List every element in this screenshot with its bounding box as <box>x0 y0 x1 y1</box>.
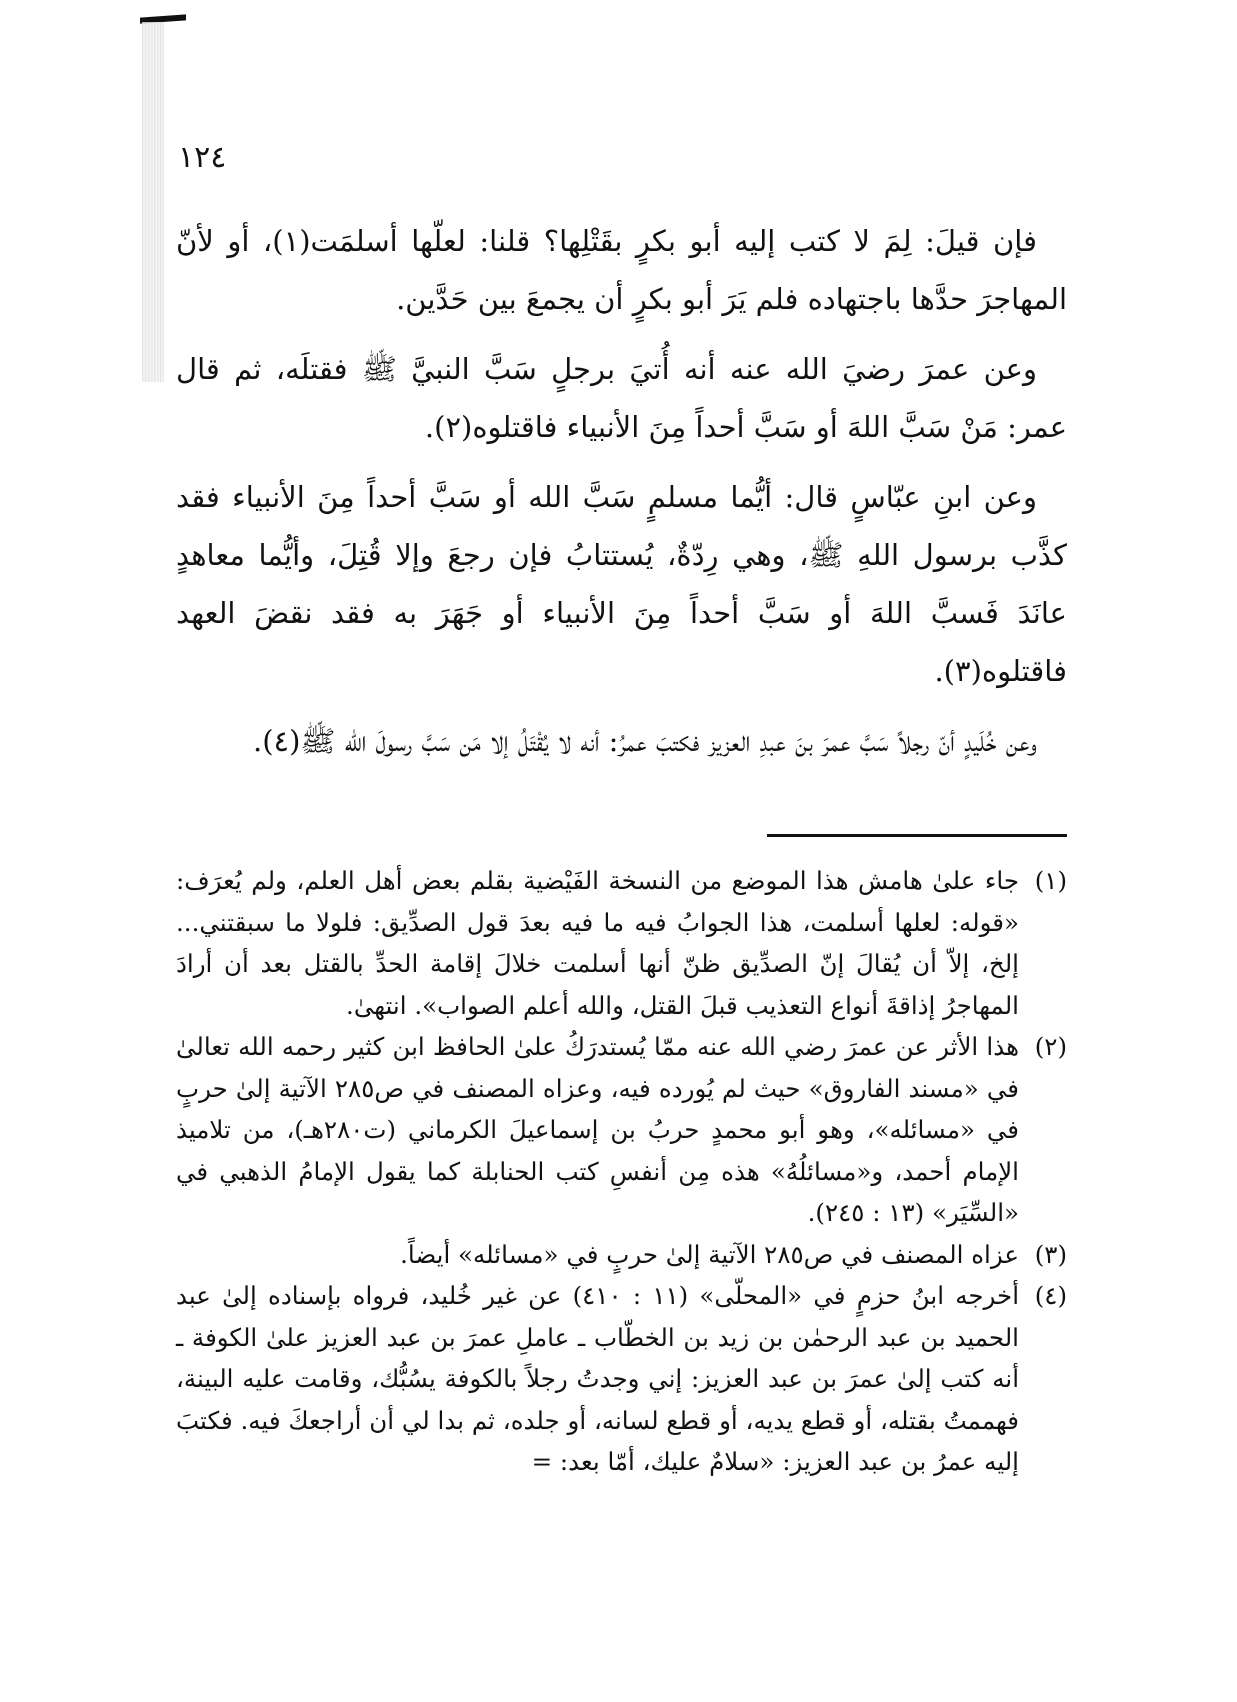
paragraph: وعن ابنِ عبّاسٍ قال: أيُّما مسلمٍ سَبَّ الله أو سَبَّ أحداً مِنَ الأنبياء فقد كذَّب برسول اللهِ ﷺ، وهي رِدّةٌ، يُستتابُ فإن رجعَ وإلا قُتِلَ، وأيُّما معاهدٍ عانَدَ فَسبَّ اللهَ أو سَبَّ أحداً مِنَ الأنبياء أو جَهَرَ به فقد نقضَ العهد فاقتلوه(٣). <box>176 480 1067 688</box>
footnote-text: أخرجه ابنُ حزمٍ في «المحلّى» (١١ : ٤١٠) عن غير خُليد، فرواه بإسناده إلىٰ عبد الحميد بن عبد الرحمٰن بن زيد بن الخطّاب ـ عاملِ عمرَ بن عبد العزيز علىٰ الكوفة ـ أنه كتب إلىٰ عمرَ بن عبد العزيز: إني وجدتُ رجلاً بالكوفة يسُبُّك، وقامت عليه البينة، فهممتُ بقتله، أو قطع يديه، أو قطع لسانه، أو جلده، ثم بدا لي أن أراجعكَ فيه. فكتبَ إليه عمرُ بن عبد العزيز: «سلامٌ عليك، أمّا بعد: = <box>176 1281 1020 1476</box>
footnote-number: (٢) <box>1034 1032 1067 1061</box>
footnote <box>176 860 1067 1026</box>
page-number: ١٢٤ <box>178 140 227 175</box>
footnote-text: عزاه المصنف في ص٢٨٥ الآتية إلىٰ حربٍ في «مسائله» أيضاً. <box>400 1239 1019 1269</box>
footnote-number: (٤) <box>1034 1281 1067 1310</box>
footnote-separator <box>767 834 1067 837</box>
footnote-number: (١) <box>1034 866 1067 895</box>
footnotes <box>176 860 1067 1483</box>
footnote-text: جاء علىٰ هامش هذا الموضع من النسخة الفَيْضية بقلم بعض أهل العلم، ولم يُعرَف: «قوله: لعلها أسلمت، هذا الجوابُ فيه ما فيه بعدَ قول الصدِّيق: فلولا ما سبقتني... إلخ، إلاّ أن يُقالَ إنّ الصدِّيق ظنّ أنها أسلمت خلالَ إقامة الحدِّ بالقتل بعد أن أرادَ المهاجرُ إذاقةَ أنواع التعذيب قبلَ القتل، والله أعلم الصواب». انتهىٰ. <box>176 866 1019 1020</box>
footnote <box>176 1026 1067 1234</box>
footnote <box>176 1275 1067 1483</box>
footnote-number: (٣) <box>1034 1239 1067 1269</box>
paragraph: وعن عمرَ رضيَ الله عنه أنه أُتيَ برجلٍ سَبَّ النبيَّ ﷺ فقتلَه، ثم قال عمر: مَنْ سَبَّ اللهَ أو سَبَّ أحداً مِنَ الأنبياء فاقتلوه(٢). <box>176 352 1067 444</box>
footnote-text: هذا الأثر عن عمرَ رضي الله عنه ممّا يُستدرَكُ علىٰ الحافظ ابن كثير رحمه الله تعالىٰ في «مسند الفاروق» حيث لم يُورده فيه، وعزاه المصنف في ص٢٨٥ الآتية إلىٰ حربٍ في «مسائله»، وهو أبو محمدٍ حربُ بن إسماعيلَ الكرماني (ت٢٨٠هـ)، من تلاميذ الإمام أحمد، و«مسائلُهُ» هذه مِن أنفسِ كتب الحنابلة كما يقول الإمامُ الذهبي في «السِّيَر» (١٣ : ٢٤٥). <box>176 1032 1019 1227</box>
main-text <box>176 212 1067 782</box>
paragraph: فإن قيلَ: لِمَ لا كتب إليه أبو بكرٍ بقَتْلِها؟ قلنا: لعلّها أسلمَت(١)، أو لأنّ المهاجرَ حدَّها باجتهاده فلم يَرَ أبو بكرٍ أن يجمعَ بين حَدَّين. <box>176 224 1067 316</box>
paragraph: وعن خُلَيدٍ أنّ رجلاً سَبَّ عمرَ بنَ عبدِ العزيز فكتبَ عمرُ: أنه لا يُقْتَلُ إلا مَن سَبَّ رسولَ الله ﷺ(٤). <box>252 724 1037 758</box>
footnote <box>176 1234 1067 1276</box>
scan-edge-shadow <box>142 22 164 382</box>
